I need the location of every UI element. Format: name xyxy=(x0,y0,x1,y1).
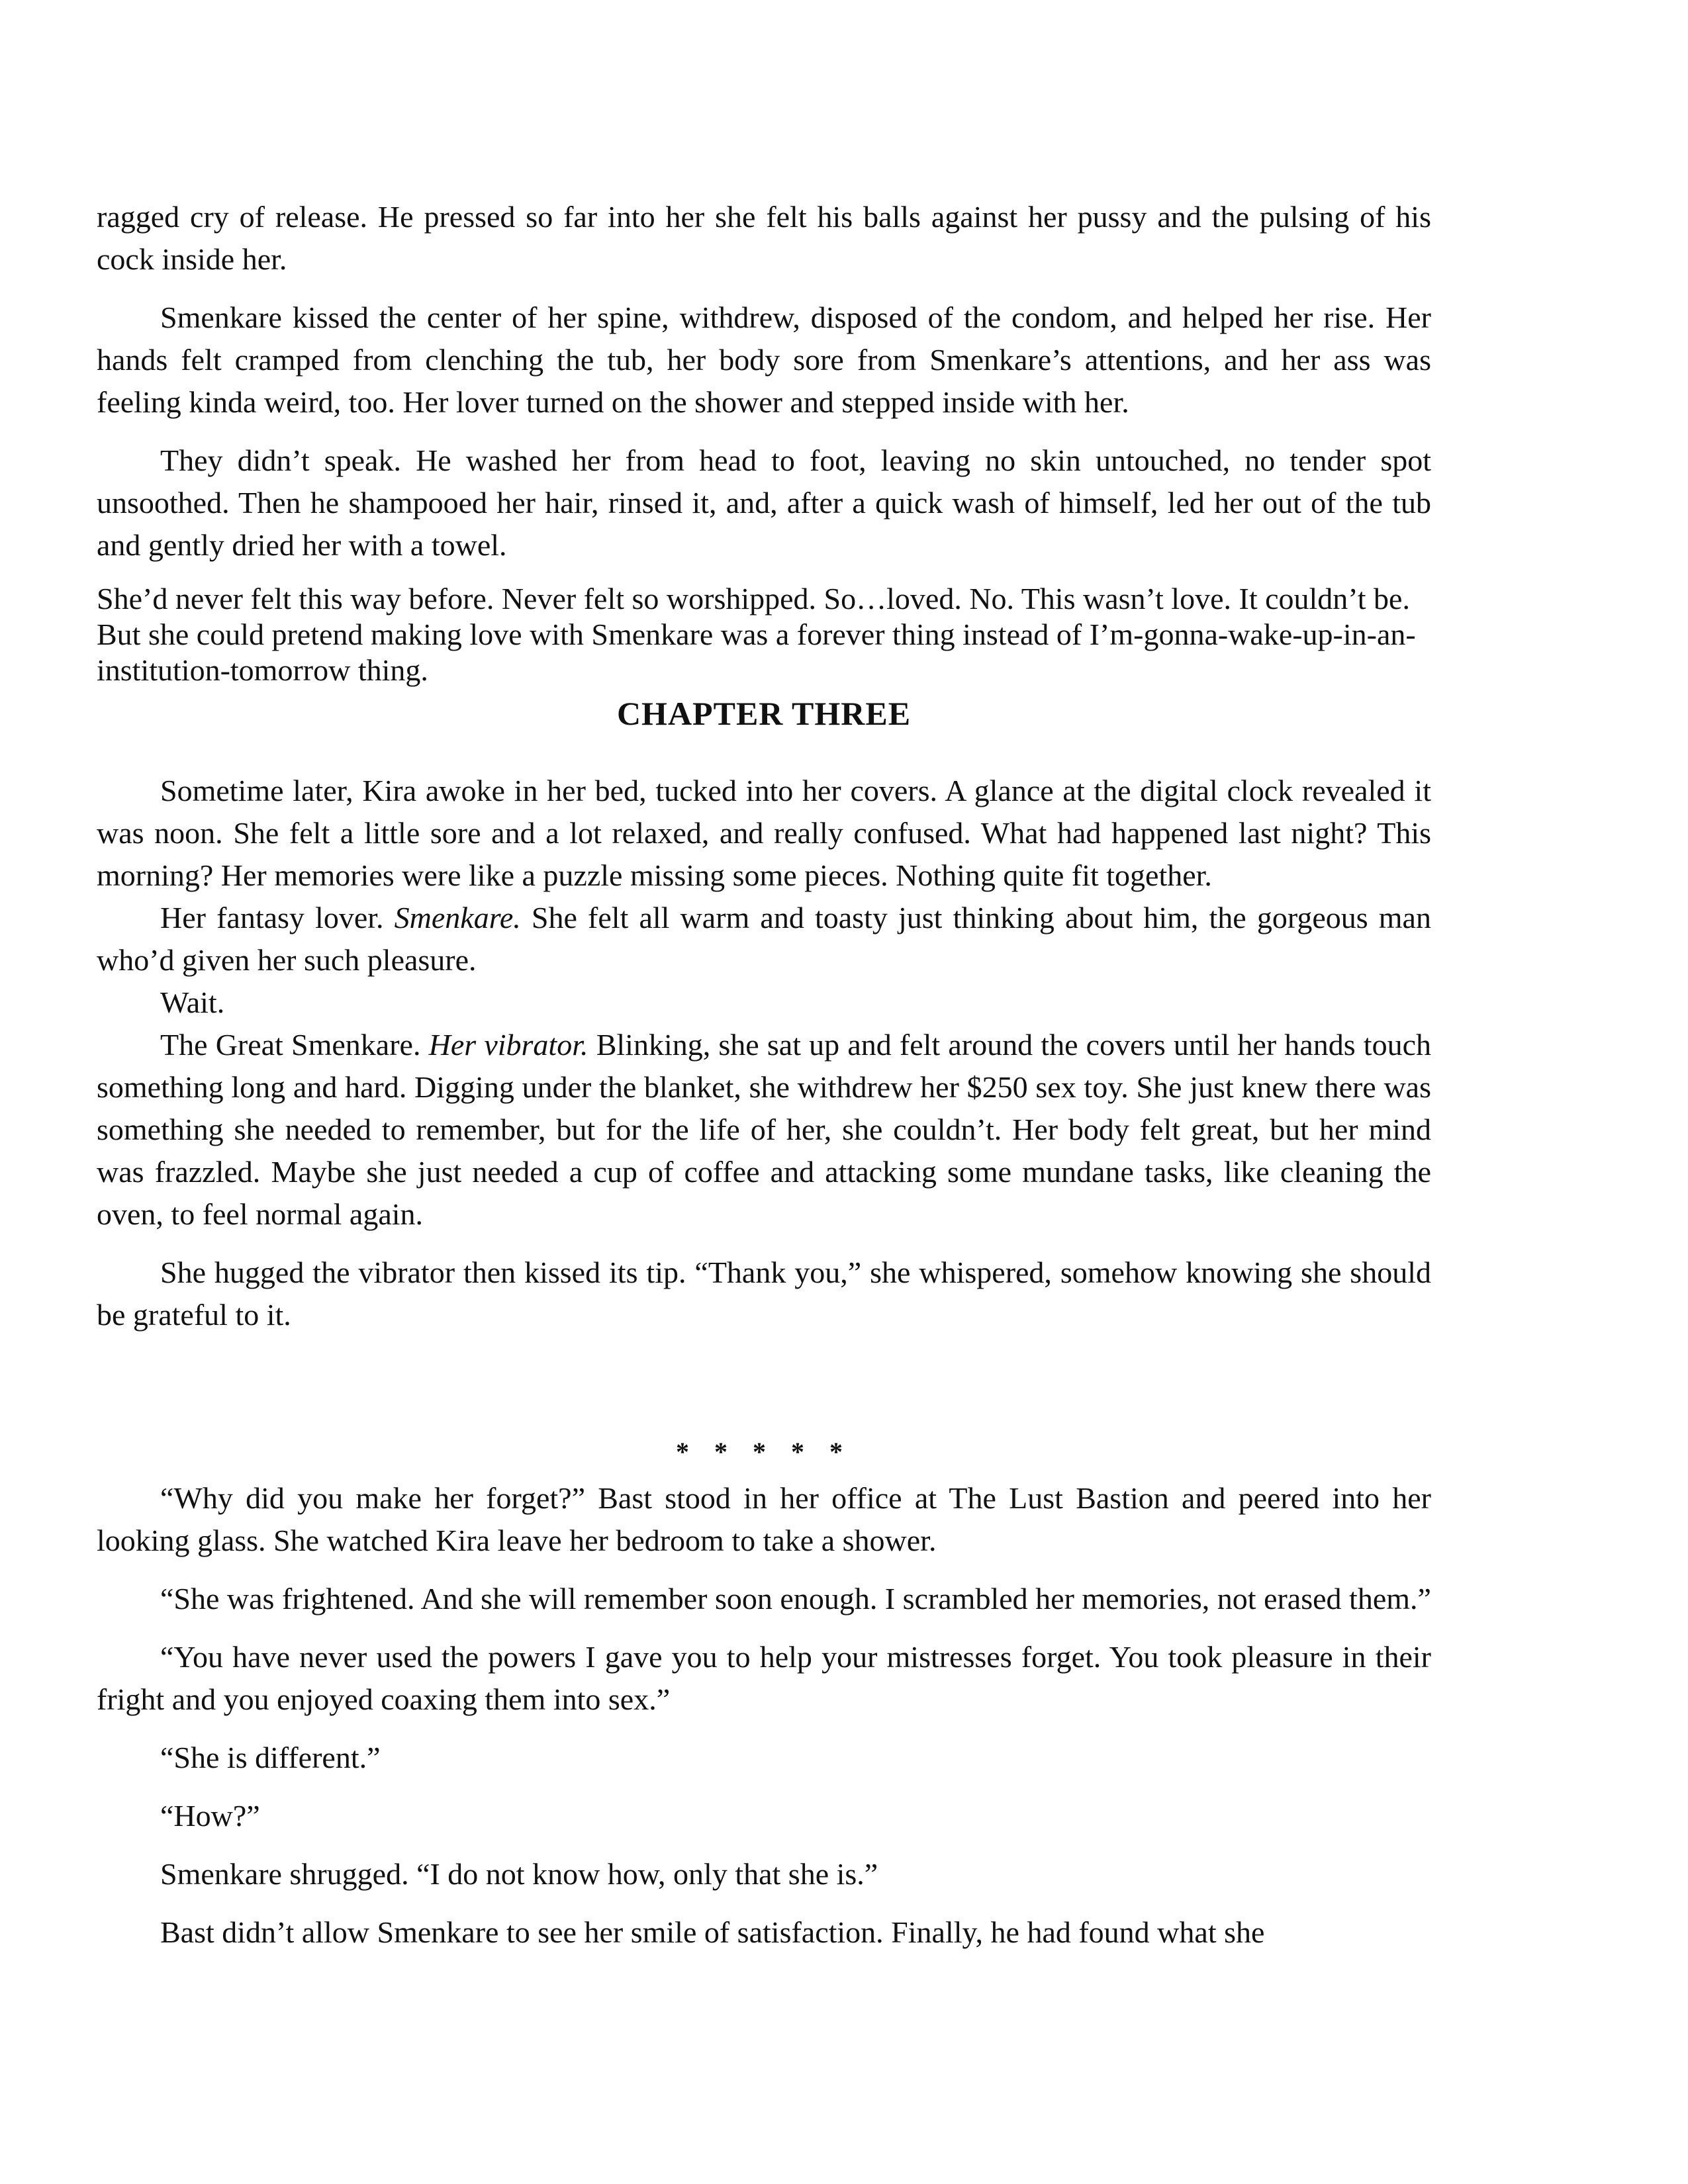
paragraph-bast-asks: “Why did you make her forget?” Bast stood in her office at The Lust Bastion and peered into her looking glass. She watched Kira leave her bedroom to take a shower. xyxy=(97,1481,1431,1557)
scene-break-block xyxy=(97,1431,1431,1473)
top-section xyxy=(97,196,1431,735)
paragraph-wait: Wait. xyxy=(160,985,225,1019)
paragraph-how: “How?” xyxy=(160,1799,260,1833)
emphasis-vibrator: Her vibrator. xyxy=(428,1028,588,1062)
paragraph-worshipped: She’d never felt this way before. Never felt so worshipped. So…loved. No. This wasn’t love. It couldn’t be. But she could pretend making love with Smenkare was a forever thing instead of I’m-gonna-wake-up-in-an-institution-tomorrow thing. xyxy=(97,582,1416,687)
paragraph-shower: Smenkare kissed the center of her spine, withdrew, disposed of the condom, and helped her rise. Her hands felt cramped from clenching the tub, her body sore from Smenkare’s attentions, and her ass was feeling kinda weird, too. Her lover turned on the shower and stepped inside with her. xyxy=(97,300,1431,419)
emphasis-name: Smenkare. xyxy=(394,901,521,934)
chapter-title: CHAPTER THREE xyxy=(616,695,912,732)
paragraph-awoke: Sometime later, Kira awoke in her bed, tucked into her covers. A glance at the digital clock revealed it was noon. She felt a little sore and a lot relaxed, and really confused. What had happened last night? This morning? Her memories were like a puzzle missing some pieces. Nothing quite fit together. xyxy=(97,774,1431,892)
paragraph-fantasy-lover xyxy=(97,897,1431,981)
paragraph-washing: They didn’t speak. He washed her from head to foot, leaving no skin untouched, no tender spot unsoothed. Then he shampooed her hair, rinsed it, and, after a quick wash of himself, led her out of the tub and gently dried her with a towel. xyxy=(97,443,1431,562)
scene-break: * * * * * xyxy=(676,1437,852,1467)
paragraph-continuation: ragged cry of release. He pressed so far into her she felt his balls against her pussy and the pulsing of his cock inside her. xyxy=(97,200,1431,276)
paragraph-thank-you: She hugged the vibrator then kissed its tip. “Thank you,” she whispered, somehow knowing she should be grateful to it. xyxy=(97,1255,1431,1332)
paragraph-vibrator xyxy=(97,1024,1431,1236)
paragraph-frightened: “She was frightened. And she will remember soon enough. I scrambled her memories, not erased them.” xyxy=(160,1582,1431,1615)
paragraph-powers: “You have never used the powers I gave you to help your mistresses forget. You took pleasure in their fright and you enjoyed coaxing them into sex.” xyxy=(97,1640,1431,1716)
text-run: Her fantasy lover. xyxy=(160,901,395,934)
text-run: She felt all warm and toasty just thinking about him, the gorgeous man who’d given her such pleasure. xyxy=(97,901,1431,977)
text-run: The Great Smenkare. xyxy=(160,1028,429,1062)
paragraph-satisfaction: Bast didn’t allow Smenkare to see her smile of satisfaction. Finally, he had found what she xyxy=(160,1915,1265,1949)
paragraph-different: “She is different.” xyxy=(160,1741,381,1774)
text-run: Blinking, she sat up and felt around the covers until her hands touch something long and hard. Digging under the blanket, she withdrew her $250 sex toy. She just knew there was something she needed to remember, but for the life of her, she couldn’t. Her body felt great, but her mind was frazzled. Maybe she just needed a cup of coffee and attacking some mundane tasks, like cleaning the oven, to feel normal again. xyxy=(97,1028,1431,1231)
chapter-body xyxy=(97,770,1431,1336)
scene-section xyxy=(97,1477,1431,1954)
paragraph-shrugged: Smenkare shrugged. “I do not know how, only that she is.” xyxy=(160,1857,878,1891)
